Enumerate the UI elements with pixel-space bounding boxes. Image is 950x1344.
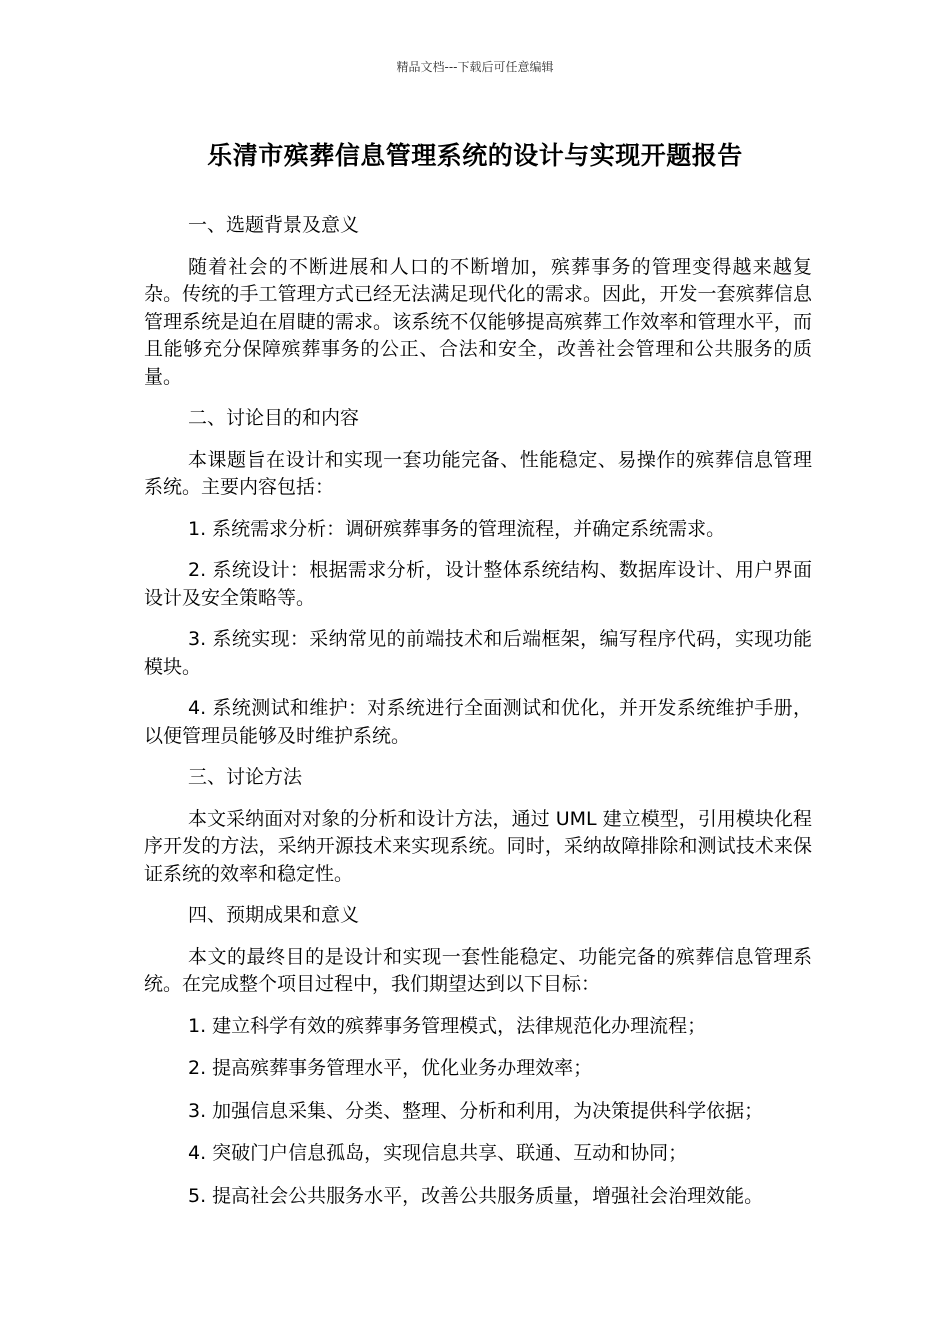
section-paragraph: 本文的最终目的是设计和实现一套性能稳定、功能完备的殡葬信息管理系统。在完成整个项目过程中，我们期望达到以下目标： [144,945,812,995]
page-header-note: 精品文档---下载后可任意编辑 [396,60,554,74]
section-expected-results [144,902,812,1210]
section-heading: 四、预期成果和意义 [188,904,360,926]
section-purpose-content [144,405,812,750]
list-item: 4. 系统测试和维护：对系统进行全面测试和优化，并开发系统维护手册，以便管理员能够及时维护系统。 [144,697,812,747]
section-methods [144,764,812,888]
document-title: 乐清市殡葬信息管理系统的设计与实现开题报告 [207,141,743,170]
section-paragraph: 本课题旨在设计和实现一套功能完备、性能稳定、易操作的殡葬信息管理系统。主要内容包括： [144,448,812,498]
list-item: 1. 系统需求分析：调研殡葬事务的管理流程，并确定系统需求。 [188,517,726,540]
section-paragraph: 随着社会的不断进展和人口的不断增加，殡葬事务的管理变得越来越复杂。传统的手工管理方式已经无法满足现代化的需求。因此，开发一套殡葬信息管理系统是迫在眉睫的需求。该系统不仅能够提高殡葬工作效率和管理水平，而且能够充分保障殡葬事务的公正、合法和安全，改善社会管理和公共服务的质量。 [144,255,812,388]
list-item: 3. 系统实现：采纳常见的前端技术和后端框架，编写程序代码，实现功能模块。 [144,628,812,678]
document-body [144,212,812,1225]
list-item: 5. 提高社会公共服务水平，改善公共服务质量，增强社会治理效能。 [188,1184,764,1207]
section-heading: 三、讨论方法 [188,766,303,788]
list-item: 2. 提高殡葬事务管理水平，优化业务办理效率； [188,1057,593,1079]
list-item: 1. 建立科学有效的殡葬事务管理模式，法律规范化办理流程； [188,1014,707,1037]
list-item: 2. 系统设计：根据需求分析，设计整体系统结构、数据库设计、用户界面设计及安全策略等。 [144,559,812,609]
section-paragraph: 本文采纳面对对象的分析和设计方法，通过 UML 建立模型，引用模块化程序开发的方法，采纳开源技术来实现系统。同时，采纳故障排除和测试技术来保证系统的效率和稳定性。 [144,807,812,885]
section-heading: 一、选题背景及意义 [188,214,360,236]
section-heading: 二、讨论目的和内容 [188,407,360,429]
list-item: 3. 加强信息采集、分类、整理、分析和利用，为决策提供科学依据； [188,1099,764,1122]
list-item: 4. 突破门户信息孤岛，实现信息共享、联通、互动和协同； [188,1142,688,1164]
section-background [144,212,812,391]
